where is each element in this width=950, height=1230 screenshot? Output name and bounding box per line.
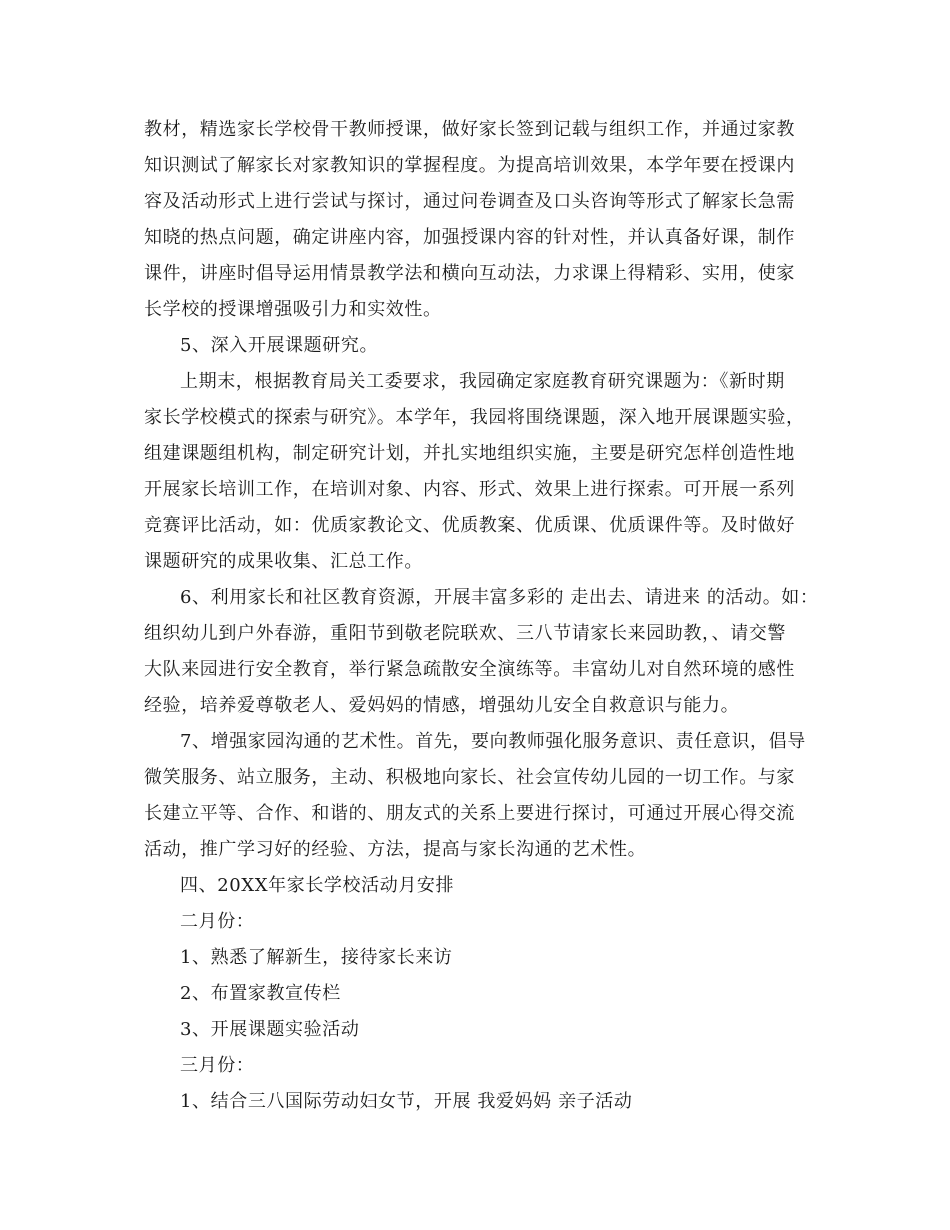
body-text-line: 知识测试了解家长对家教知识的掌握程度。为提高培训效果，本学年要在授课内 — [144, 155, 795, 176]
body-text-line: 组织幼儿到户外春游，重阳节到敬老院联欢、三八节请家长来园助教，、请交警 — [144, 623, 786, 644]
month-heading-march: 三月份： — [180, 1055, 255, 1076]
section-heading-6: 6、利用家长和社区教育资源，开展丰富多彩的 走出去、请进来 的活动。如： — [180, 587, 819, 608]
month-heading-february: 二月份： — [180, 911, 255, 932]
list-item: 1、结合三八国际劳动妇女节，开展 我爱妈妈 亲子活动 — [180, 1091, 633, 1112]
body-text-line: 知晓的热点问题，确定讲座内容，加强授课内容的针对性，并认真备好课，制作 — [144, 227, 795, 248]
section-heading-7: 7、增强家园沟通的艺术性。首先，要向教师强化服务意识、责任意识，倡导 — [180, 731, 806, 752]
body-text-line: 上期末，根据教育局关工委要求，我园确定家庭教育研究课题为：《新时期 — [180, 371, 785, 392]
list-item: 1、熟悉了解新生，接待家长来访 — [180, 947, 453, 968]
body-text-line: 长学校的授课增强吸引力和实效性。 — [144, 299, 442, 320]
body-text-line: 竞赛评比活动，如：优质家教论文、优质教案、优质课、优质课件等。及时做好 — [144, 515, 795, 536]
section-heading-5: 5、深入开展课题研究。 — [180, 335, 379, 356]
body-text-line: 家长学校模式的探索与研究》。本学年，我园将围绕课题，深入地开展课题实验， — [144, 407, 805, 428]
body-text-line: 长建立平等、合作、和谐的、朋友式的关系上要进行探讨，可通过开展心得交流 — [144, 803, 795, 824]
body-text-line: 大队来园进行安全教育，举行紧急疏散安全演练等。丰富幼儿对自然环境的感性 — [144, 659, 795, 680]
body-text-line: 活动，推广学习好的经验、方法，提高与家长沟通的艺术性。 — [144, 839, 647, 860]
body-text-line: 组建课题组机构，制定研究计划，并扎实地组织实施，主要是研究怎样创造性地 — [144, 443, 795, 464]
body-text-line: 容及活动形式上进行尝试与探讨，通过问卷调查及口头咨询等形式了解家长急需 — [144, 191, 795, 212]
body-text-line: 课件，讲座时倡导运用情景教学法和横向互动法，力求课上得精彩、实用，使家 — [144, 263, 795, 284]
list-item: 2、布置家教宣传栏 — [180, 983, 341, 1004]
body-text-line: 微笑服务、站立服务，主动、积极地向家长、社会宣传幼儿园的一切工作。与家 — [144, 767, 795, 788]
body-text-line: 开展家长培训工作，在培训对象、内容、形式、效果上进行探索。可开展一系列 — [144, 479, 795, 500]
section-heading-4: 四、20XX年家长学校活动月安排 — [180, 875, 455, 896]
body-text-line: 经验，培养爱尊敬老人、爱妈妈的情感，增强幼儿安全自救意识与能力。 — [144, 695, 740, 716]
body-text-line: 教材，精选家长学校骨干教师授课，做好家长签到记载与组织工作，并通过家教 — [144, 119, 795, 140]
body-text-line: 课题研究的成果收集、汇总工作。 — [144, 551, 423, 572]
list-item: 3、开展课题实验活动 — [180, 1019, 360, 1040]
